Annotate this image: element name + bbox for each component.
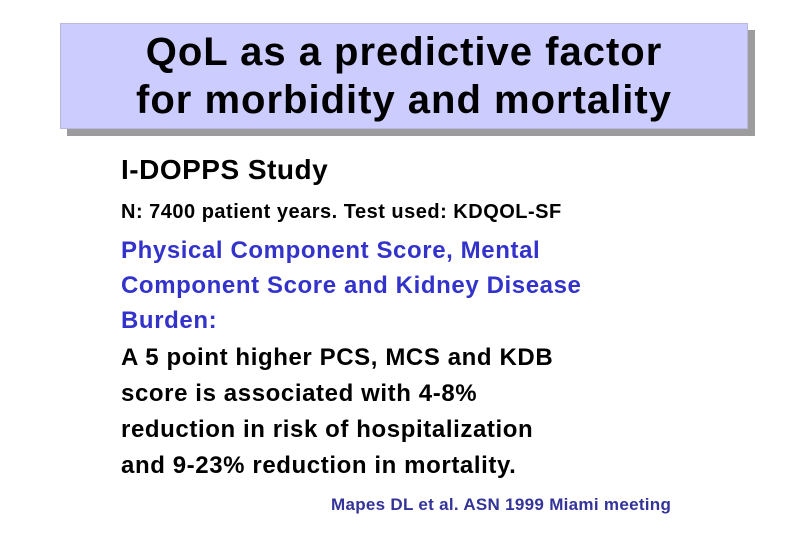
component-scores-text (121, 233, 582, 338)
finding-line-4: and 9-23% reduction in mortality. (121, 452, 517, 479)
study-heading: I-DOPPS Study (121, 154, 329, 185)
finding-line-1: A 5 point higher PCS, MCS and KDB (121, 344, 554, 371)
slide-title-line-1: QoL as a predictive factor (145, 30, 663, 74)
slide-title-line-2: for morbidity and mortality (136, 78, 672, 122)
sample-info: N: 7400 patient years. Test used: KDQOL-SF (121, 201, 562, 223)
citation: Mapes DL et al. ASN 1999 Miami meeting (331, 495, 672, 514)
finding-text (121, 340, 553, 484)
finding-line-3: reduction in risk of hospitalization (121, 416, 534, 443)
component-line-2: Component Score and Kidney Disease (121, 272, 582, 299)
slide-title-box (60, 23, 748, 129)
component-line-1: Physical Component Score, Mental (121, 237, 541, 264)
finding-line-2: score is associated with 4-8% (121, 380, 478, 407)
component-line-3: Burden: (121, 307, 218, 334)
